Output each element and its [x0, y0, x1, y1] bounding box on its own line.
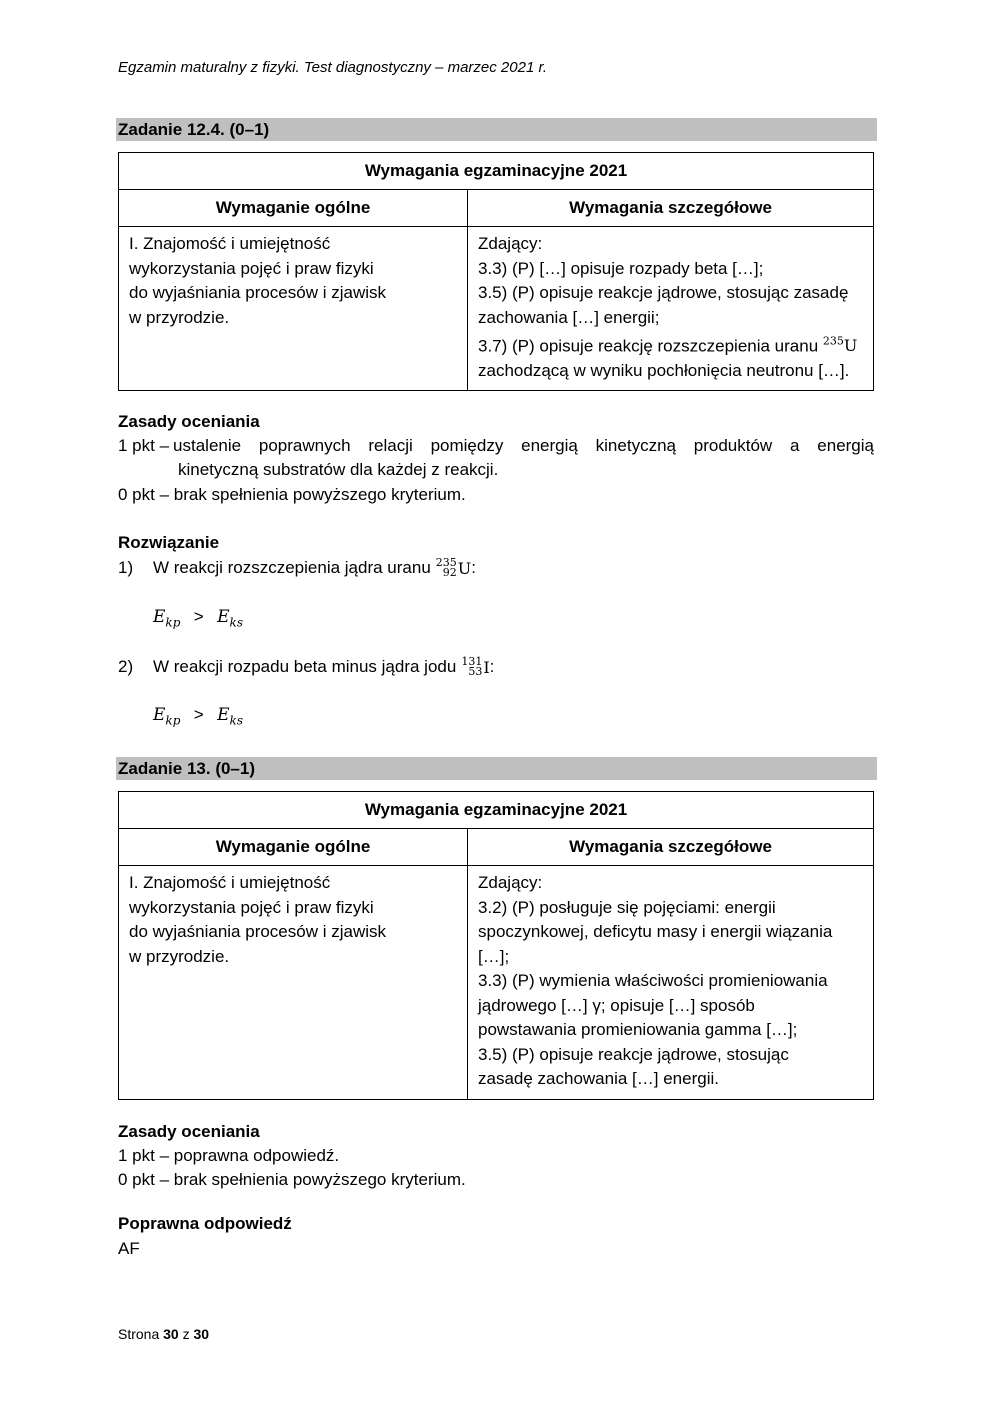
- detailed-line: 3.2) (P) posługuje się pojęciami: energii: [478, 897, 776, 917]
- item-text: W reakcji rozpadu beta minus jądra jodu: [153, 657, 457, 676]
- column-header-detailed: Wymagania szczegółowe: [468, 829, 874, 866]
- detailed-line: jądrowego […] γ; opisuje […] sposób: [478, 995, 755, 1015]
- general-line: wykorzystania pojęć i praw fizyki: [129, 897, 374, 917]
- general-line: do wyjaśniania procesów i zjawisk: [129, 283, 387, 302]
- detailed-line: powstawania promieniowania gamma […];: [478, 1020, 798, 1039]
- general-line: w przyrodzie.: [129, 946, 230, 966]
- greater-than: >: [193, 607, 204, 626]
- general-line: do wyjaśniania procesów i zjawisk: [129, 922, 387, 941]
- energy-symbol: E: [217, 705, 230, 725]
- greater-than: >: [193, 705, 204, 724]
- atomic-number: 53: [468, 665, 483, 678]
- general-line: I. Znajomość i umiejętność: [129, 234, 331, 253]
- answer-title: Poprawna odpowiedź: [118, 1214, 292, 1233]
- mass-number: 131: [461, 655, 483, 668]
- uranium-nuclide: [436, 558, 471, 578]
- footer-prefix: Strona: [118, 1326, 160, 1342]
- page-footer: [118, 1326, 209, 1342]
- detailed-line: Zdający:: [478, 234, 543, 253]
- detailed-line: 3.3) (P) […] opisuje rozpady beta […];: [478, 258, 764, 278]
- table-caption: Wymagania egzaminacyjne 2021: [119, 792, 874, 829]
- detailed-line: zachodzącą w wyniku pochłonięcia neutronu […].: [478, 360, 850, 380]
- energy-relation-1: [153, 607, 243, 629]
- item-number: 2): [118, 657, 134, 676]
- mass-number: 235: [822, 335, 844, 348]
- general-requirement-cell: [119, 227, 468, 391]
- element-symbol: I: [483, 657, 490, 677]
- mass-number: 235: [435, 556, 457, 569]
- scoring-0pt: 0 pkt – brak spełnienia powyższego kryterium.: [118, 1170, 466, 1189]
- scoring-1pt: 1 pkt – poprawna odpowiedź.: [118, 1146, 340, 1165]
- column-header-general: Wymaganie ogólne: [119, 829, 468, 866]
- scoring-1pt: [118, 436, 874, 456]
- detailed-requirements-cell: [468, 866, 874, 1100]
- total-pages: 30: [193, 1326, 210, 1342]
- detailed-line: Zdający:: [478, 873, 543, 892]
- colon: :: [471, 558, 477, 577]
- detailed-line-text: 3.7) (P) opisuje reakcję rozszczepienia uranu: [478, 336, 819, 356]
- detailed-line: zachowania […] energii;: [478, 307, 660, 327]
- general-line: w przyrodzie.: [129, 307, 230, 327]
- atomic-number: 92: [442, 566, 457, 579]
- answer-value: AF: [118, 1239, 140, 1258]
- colon: :: [489, 657, 495, 676]
- scoring-title: Zasady oceniania: [118, 412, 260, 431]
- item-text: W reakcji rozszczepienia jądra uranu: [153, 558, 431, 577]
- energy-subscript: ks: [229, 615, 243, 630]
- iodine-nuclide: [461, 657, 489, 677]
- points-text: ustalenie poprawnych relacji pomiędzy energią kinetyczną produktów a energią: [173, 436, 874, 455]
- scoring-title: Zasady oceniania: [118, 1122, 260, 1141]
- energy-subscript: ks: [229, 713, 243, 728]
- energy-symbol: E: [153, 705, 166, 725]
- points-label: 1 pkt –: [118, 436, 170, 455]
- scoring-1pt-continued: kinetyczną substratów dla każdej z reakcji.: [178, 460, 499, 479]
- current-page: 30: [163, 1326, 179, 1342]
- element-symbol: U: [457, 558, 472, 578]
- general-line: wykorzystania pojęć i praw fizyki: [129, 258, 374, 278]
- solution-item-2: [118, 657, 494, 677]
- column-header-detailed: Wymagania szczegółowe: [468, 190, 874, 227]
- table-caption: Wymagania egzaminacyjne 2021: [119, 153, 874, 190]
- energy-symbol: E: [217, 607, 230, 627]
- item-number: 1): [118, 558, 134, 577]
- energy-relation-2: [153, 705, 243, 727]
- detailed-line: zasadę zachowania […] energii.: [478, 1069, 719, 1088]
- scoring-0pt: 0 pkt – brak spełnienia powyższego kryterium.: [118, 485, 466, 504]
- uranium-isotope: [823, 336, 857, 355]
- requirements-table-12-4: [118, 152, 874, 391]
- solution-item-1: [118, 558, 476, 578]
- detailed-line: 3.5) (P) opisuje reakcje jądrowe, stosując: [478, 1044, 789, 1064]
- detailed-line: […];: [478, 946, 510, 966]
- detailed-line-uranium: [478, 330, 863, 359]
- detailed-line: 3.5) (P) opisuje reakcje jądrowe, stosując zasadę: [478, 283, 849, 302]
- footer-separator: z: [182, 1326, 190, 1342]
- general-line: I. Znajomość i umiejętność: [129, 873, 331, 892]
- detailed-line: spoczynkowej, deficytu masy i energii wiązania: [478, 922, 833, 941]
- column-header-general: Wymaganie ogólne: [119, 190, 468, 227]
- energy-subscript: kp: [165, 615, 181, 630]
- energy-symbol: E: [153, 607, 166, 627]
- task-title-12-4: Zadanie 12.4. (0–1): [116, 118, 877, 141]
- solution-title: Rozwiązanie: [118, 533, 220, 552]
- detailed-line: 3.3) (P) wymienia właściwości promieniowania: [478, 971, 828, 990]
- energy-subscript: kp: [165, 713, 181, 728]
- task-title-13: Zadanie 13. (0–1): [116, 757, 877, 780]
- element-symbol: U: [843, 336, 858, 356]
- document-header: Egzamin maturalny z fizyki. Test diagnostyczny – marzec 2021 r.: [118, 59, 548, 76]
- general-requirement-cell: [119, 866, 468, 1100]
- requirements-table-13: [118, 791, 874, 1100]
- detailed-requirements-cell: [468, 227, 874, 391]
